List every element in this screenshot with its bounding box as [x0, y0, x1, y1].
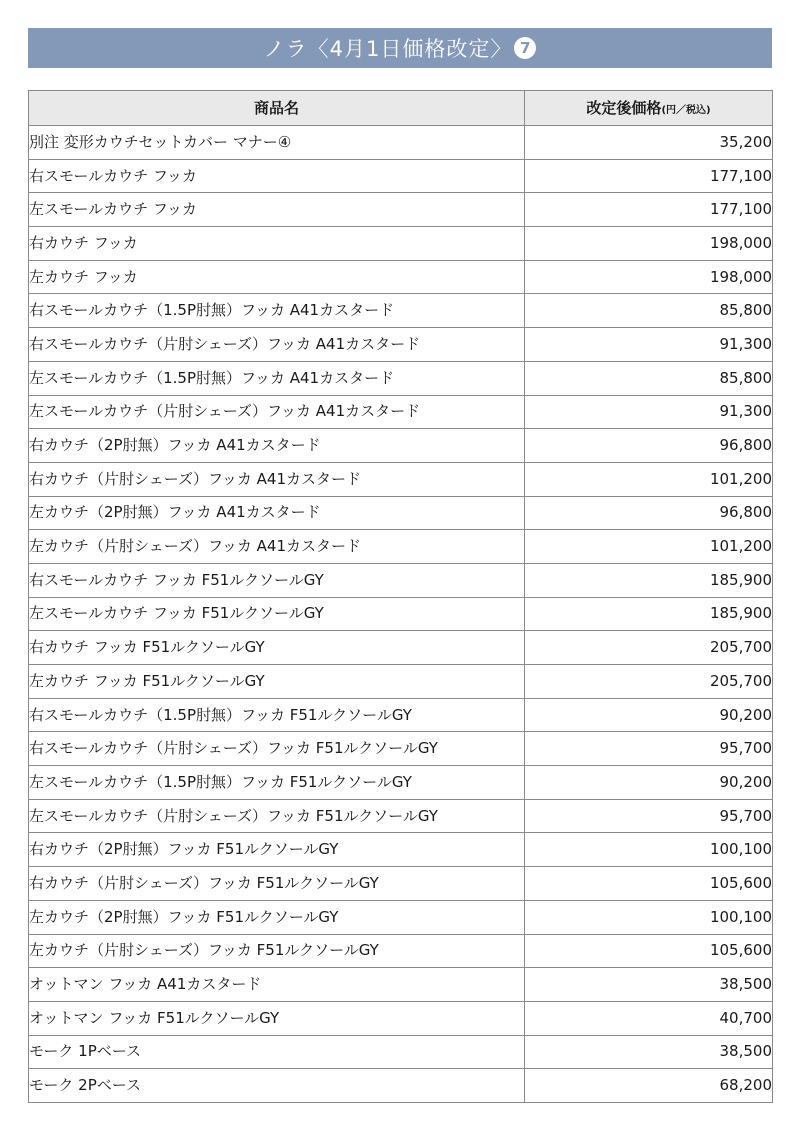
product-name-cell: 左スモールカウチ フッカ F51ルクソールGY [29, 597, 525, 631]
product-name-cell: 左カウチ（2P肘無）フッカ F51ルクソールGY [29, 900, 525, 934]
table-row [29, 665, 773, 699]
price-cell: 100,100 [525, 833, 773, 867]
product-name-cell: 左カウチ フッカ [29, 260, 525, 294]
table-row [29, 900, 773, 934]
table-row [29, 193, 773, 227]
price-cell: 105,600 [525, 867, 773, 901]
price-cell: 105,600 [525, 934, 773, 968]
product-name-cell: 右カウチ フッカ F51ルクソールGY [29, 631, 525, 665]
table-row [29, 867, 773, 901]
product-name-cell: 右スモールカウチ フッカ [29, 159, 525, 193]
price-cell: 35,200 [525, 126, 773, 160]
table-row [29, 227, 773, 261]
product-name-cell: オットマン フッカ F51ルクソールGY [29, 1001, 525, 1035]
price-cell: 185,900 [525, 563, 773, 597]
price-cell: 96,800 [525, 496, 773, 530]
table-row [29, 361, 773, 395]
product-name-cell: 右カウチ フッカ [29, 227, 525, 261]
product-name-cell: 右カウチ（2P肘無）フッカ A41カスタード [29, 429, 525, 463]
price-cell: 90,200 [525, 698, 773, 732]
header-price-unit: (円／税込) [661, 104, 711, 116]
product-name-cell: 右スモールカウチ（1.5P肘無）フッカ A41カスタード [29, 294, 525, 328]
product-name-cell: 左カウチ（2P肘無）フッカ A41カスタード [29, 496, 525, 530]
product-name-cell: 右カウチ（片肘シェーズ）フッカ A41カスタード [29, 462, 525, 496]
product-name-cell: 左カウチ（片肘シェーズ）フッカ F51ルクソールGY [29, 934, 525, 968]
price-cell: 90,200 [525, 766, 773, 800]
header-price-label: 改定後価格 [586, 98, 662, 117]
price-cell: 95,700 [525, 799, 773, 833]
table-row [29, 395, 773, 429]
page-title-banner [28, 28, 772, 68]
product-name-cell: モーク 2Pベース [29, 1069, 525, 1103]
table-body [29, 126, 773, 1103]
table-row [29, 766, 773, 800]
price-cell: 96,800 [525, 429, 773, 463]
price-cell: 91,300 [525, 395, 773, 429]
product-name-cell: 別注 変形カウチセットカバー マナー④ [29, 126, 525, 160]
product-name-cell: 左スモールカウチ フッカ [29, 193, 525, 227]
price-cell: 85,800 [525, 294, 773, 328]
table-row [29, 328, 773, 362]
table-row [29, 1069, 773, 1103]
price-cell: 38,500 [525, 1035, 773, 1069]
price-cell: 68,200 [525, 1069, 773, 1103]
price-cell: 91,300 [525, 328, 773, 362]
table-row [29, 698, 773, 732]
price-table [28, 90, 773, 1103]
product-name-cell: 右スモールカウチ（1.5P肘無）フッカ F51ルクソールGY [29, 698, 525, 732]
price-cell: 185,900 [525, 597, 773, 631]
table-row [29, 563, 773, 597]
table-row [29, 833, 773, 867]
table-row [29, 968, 773, 1002]
product-name-cell: 左スモールカウチ（片肘シェーズ）フッカ F51ルクソールGY [29, 799, 525, 833]
price-cell: 101,200 [525, 530, 773, 564]
price-cell: 205,700 [525, 631, 773, 665]
price-cell: 95,700 [525, 732, 773, 766]
price-cell: 38,500 [525, 968, 773, 1002]
table-row [29, 732, 773, 766]
product-name-cell: 左スモールカウチ（1.5P肘無）フッカ A41カスタード [29, 361, 525, 395]
table-row [29, 1001, 773, 1035]
header-revised-price [525, 91, 773, 126]
price-cell: 101,200 [525, 462, 773, 496]
price-cell: 40,700 [525, 1001, 773, 1035]
table-row [29, 1035, 773, 1069]
table-row [29, 496, 773, 530]
price-cell: 177,100 [525, 159, 773, 193]
price-cell: 100,100 [525, 900, 773, 934]
product-name-cell: 右スモールカウチ（片肘シェーズ）フッカ A41カスタード [29, 328, 525, 362]
product-name-cell: 右スモールカウチ フッカ F51ルクソールGY [29, 563, 525, 597]
table-row [29, 530, 773, 564]
table-header-row [29, 91, 773, 126]
table-row [29, 462, 773, 496]
table-row [29, 799, 773, 833]
table-row [29, 934, 773, 968]
product-name-cell: 右カウチ（片肘シェーズ）フッカ F51ルクソールGY [29, 867, 525, 901]
table-row [29, 597, 773, 631]
price-cell: 205,700 [525, 665, 773, 699]
product-name-cell: 左スモールカウチ（片肘シェーズ）フッカ A41カスタード [29, 395, 525, 429]
table-row [29, 294, 773, 328]
price-cell: 198,000 [525, 260, 773, 294]
product-name-cell: 左カウチ フッカ F51ルクソールGY [29, 665, 525, 699]
product-name-cell: 右スモールカウチ（片肘シェーズ）フッカ F51ルクソールGY [29, 732, 525, 766]
header-product-name: 商品名 [29, 91, 525, 126]
price-cell: 198,000 [525, 227, 773, 261]
table-row [29, 631, 773, 665]
table-row [29, 126, 773, 160]
product-name-cell: モーク 1Pベース [29, 1035, 525, 1069]
table-row [29, 429, 773, 463]
product-name-cell: 左カウチ（片肘シェーズ）フッカ A41カスタード [29, 530, 525, 564]
price-cell: 85,800 [525, 361, 773, 395]
page-title: ノラ〈4月1日価格改定〉 [263, 37, 513, 61]
product-name-cell: オットマン フッカ A41カスタード [29, 968, 525, 1002]
product-name-cell: 左スモールカウチ（1.5P肘無）フッカ F51ルクソールGY [29, 766, 525, 800]
product-name-cell: 右カウチ（2P肘無）フッカ F51ルクソールGY [29, 833, 525, 867]
table-row [29, 260, 773, 294]
section-number-badge: 7 [514, 37, 536, 59]
table-row [29, 159, 773, 193]
price-cell: 177,100 [525, 193, 773, 227]
